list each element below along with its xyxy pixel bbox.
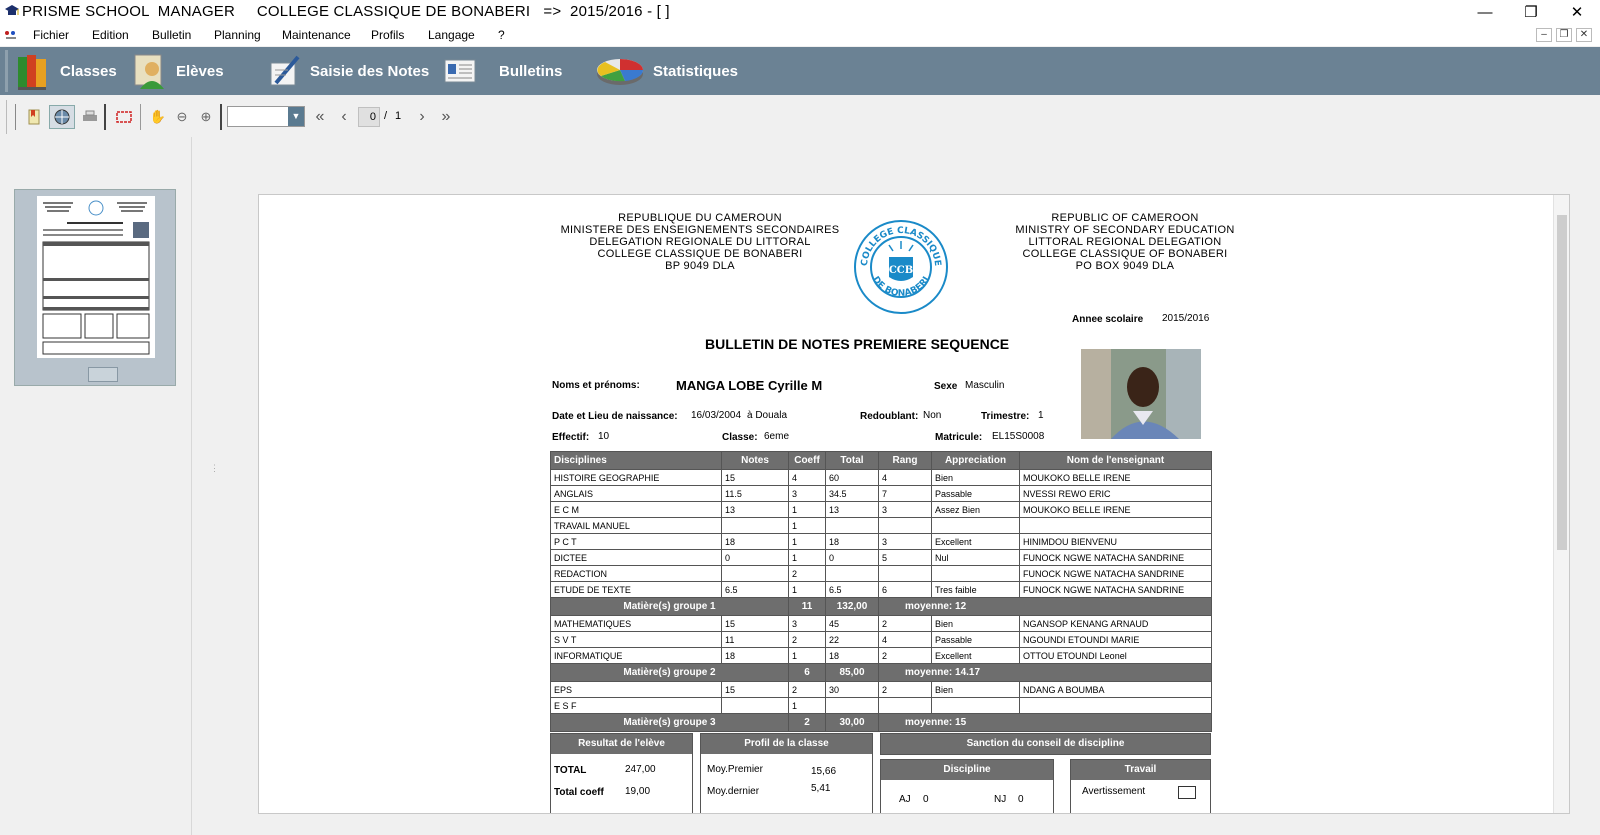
header-right-line: PO BOX 9049 DLA — [1075, 260, 1175, 272]
cell-total: 0 — [826, 550, 879, 566]
child-window-icon[interactable] — [4, 28, 18, 40]
module-saisie-notes-label: Saisie des Notes — [310, 62, 430, 80]
grade-row — [551, 534, 1212, 550]
module-bulletins-label: Bulletins — [499, 62, 563, 80]
moy-dernier-label: Moy.dernier — [707, 786, 760, 797]
group-summary-row — [551, 598, 1212, 616]
annee-scolaire-label: Annee scolaire — [1072, 314, 1144, 325]
grade-row — [551, 582, 1212, 598]
group-summary-row — [551, 664, 1212, 682]
group-moyenne: moyenne: 15 — [879, 714, 1212, 732]
page-separator: / — [384, 110, 388, 122]
close-icon: ✕ — [1570, 4, 1584, 21]
cell-discipline: ANGLAIS — [551, 486, 722, 502]
grade-row — [551, 470, 1212, 486]
module-eleves-label: Elèves — [176, 62, 224, 80]
grade-row — [551, 698, 1212, 714]
matricule-label: Matricule: — [935, 432, 983, 443]
group-total: 85,00 — [826, 664, 879, 682]
header-left-line: MINISTERE DES ENSEIGNEMENTS SECONDAIRES — [560, 224, 840, 236]
vertical-scrollbar[interactable] — [1553, 195, 1569, 814]
cell-total: 18 — [826, 648, 879, 664]
cell-note: 11 — [722, 632, 789, 648]
cell-appreciation: Assez Bien — [932, 502, 1020, 518]
module-bar-grip — [5, 50, 8, 92]
cell-enseignant: NGANSOP KENANG ARNAUD — [1020, 616, 1212, 632]
col-disciplines: Disciplines — [551, 452, 722, 470]
header-right-line: LITTORAL REGIONAL DELEGATION — [1028, 236, 1222, 248]
cell-total: 6.5 — [826, 582, 879, 598]
module-statistiques-label: Statistiques — [653, 62, 739, 80]
module-statistiques[interactable] — [595, 47, 738, 95]
zoom-in-icon: ⊕ — [200, 109, 212, 124]
cell-total: 34.5 — [826, 486, 879, 502]
cell-enseignant: NVESSI REWO ERIC — [1020, 486, 1212, 502]
redoublant-label: Redoublant: — [860, 411, 919, 422]
zoom-out-icon: ⊖ — [176, 109, 188, 124]
cell-appreciation: Passable — [932, 632, 1020, 648]
cell-note: 6.5 — [722, 582, 789, 598]
total-value: 247,00 — [625, 764, 656, 775]
thumbnail-page-indicator[interactable] — [88, 367, 118, 382]
discipline-box — [880, 759, 1054, 814]
header-right-line: MINISTRY OF SECONDARY EDUCATION — [1015, 224, 1235, 236]
effectif-value: 10 — [598, 431, 610, 442]
grade-row — [551, 632, 1212, 648]
aj-value: 0 — [923, 794, 929, 805]
cell-discipline: TRAVAIL MANUEL — [551, 518, 722, 534]
group-coeff: 11 — [789, 598, 826, 616]
cell-coeff: 1 — [789, 518, 826, 534]
cell-coeff: 1 — [789, 550, 826, 566]
profil-box — [700, 733, 873, 814]
grade-row — [551, 518, 1212, 534]
student-photo — [1081, 349, 1201, 439]
cell-appreciation — [932, 518, 1020, 534]
thumbnail-content-preview — [37, 196, 155, 358]
menu-planning[interactable]: Planning — [214, 28, 261, 42]
toolbar-separator — [104, 104, 106, 130]
group-label: Matière(s) groupe 1 — [551, 598, 789, 616]
cell-appreciation: Bien — [932, 682, 1020, 698]
cell-note — [722, 518, 789, 534]
module-bulletins[interactable] — [443, 47, 562, 95]
moy-premier-label: Moy.Premier — [707, 764, 763, 775]
cell-discipline: E C M — [551, 502, 722, 518]
cell-note: 15 — [722, 470, 789, 486]
module-classes-label: Classes — [60, 62, 117, 80]
cell-total — [826, 566, 879, 582]
pie-chart-icon — [595, 54, 645, 88]
header-right-line: REPUBLIC OF CAMEROON — [1051, 212, 1199, 224]
group-total: 132,00 — [826, 598, 879, 616]
cell-rang: 2 — [879, 648, 932, 664]
group-total: 30,00 — [826, 714, 879, 732]
cell-discipline: DICTEE — [551, 550, 722, 566]
module-classes[interactable] — [16, 47, 117, 95]
cell-total: 30 — [826, 682, 879, 698]
cell-note: 13 — [722, 502, 789, 518]
cell-rang: 6 — [879, 582, 932, 598]
toolbar-separator — [220, 104, 222, 130]
last-page-icon: » — [441, 108, 451, 125]
grade-row — [551, 486, 1212, 502]
grade-row — [551, 566, 1212, 582]
grade-row — [551, 682, 1212, 698]
grade-row — [551, 502, 1212, 518]
report-title: BULLETIN DE NOTES PREMIERE SEQUENCE — [705, 336, 1010, 352]
cell-enseignant: HINIMDOU BIENVENU — [1020, 534, 1212, 550]
mdi-close-button[interactable]: ✕ — [1576, 28, 1592, 42]
cell-total: 22 — [826, 632, 879, 648]
sexe-value: Masculin — [965, 380, 1005, 391]
cell-note: 15 — [722, 616, 789, 632]
cell-note: 18 — [722, 648, 789, 664]
cell-discipline: ETUDE DE TEXTE — [551, 582, 722, 598]
sanction-box — [880, 733, 1211, 755]
cell-appreciation — [932, 566, 1020, 582]
col-enseignant: Nom de l'enseignant — [1020, 452, 1212, 470]
profil-header: Profil de la classe — [701, 734, 872, 754]
cell-discipline: MATHEMATIQUES — [551, 616, 722, 632]
header-left-line: REPUBLIQUE DU CAMEROUN — [618, 212, 782, 224]
travail-header: Travail — [1071, 760, 1210, 780]
cell-note: 11.5 — [722, 486, 789, 502]
globe-icon — [53, 108, 71, 126]
col-rang: Rang — [879, 452, 932, 470]
toolbar-grip — [15, 104, 16, 130]
col-appreciation: Appreciation — [932, 452, 1020, 470]
cell-enseignant: NDANG A BOUMBA — [1020, 682, 1212, 698]
thumbnail-panel — [6, 137, 219, 835]
hand-tool-button[interactable] — [147, 106, 169, 128]
cell-appreciation: Excellent — [932, 534, 1020, 550]
title-bar — [0, 0, 1600, 24]
birth-label: Date et Lieu de naissance: — [552, 411, 678, 422]
cell-note: 18 — [722, 534, 789, 550]
grade-row — [551, 648, 1212, 664]
cell-appreciation: Excellent — [932, 648, 1020, 664]
resultat-box — [550, 733, 693, 814]
birth-date: 16/03/2004 — [691, 410, 742, 421]
cell-coeff: 1 — [789, 582, 826, 598]
chevron-down-icon[interactable]: ▼ — [288, 107, 304, 126]
trimestre-label: Trimestre: — [981, 411, 1030, 422]
cell-coeff: 2 — [789, 682, 826, 698]
cell-discipline: HISTOIRE GEOGRAPHIE — [551, 470, 722, 486]
cell-enseignant: FUNOCK NGWE NATACHA SANDRINE — [1020, 566, 1212, 582]
cell-coeff: 1 — [789, 698, 826, 714]
group-moyenne: moyenne: 12 — [879, 598, 1212, 616]
cell-coeff: 4 — [789, 470, 826, 486]
cell-coeff: 1 — [789, 648, 826, 664]
sanction-header: Sanction du conseil de discipline — [881, 734, 1210, 754]
mdi-restore-button[interactable]: ❐ — [1556, 28, 1572, 42]
cell-rang — [879, 698, 932, 714]
col-coeff: Coeff — [789, 452, 826, 470]
header-right — [995, 212, 1255, 272]
cell-discipline: INFORMATIQUE — [551, 648, 722, 664]
cell-appreciation — [932, 698, 1020, 714]
page-thumbnail[interactable] — [14, 189, 176, 386]
total-coeff-label: Total coeff — [554, 787, 604, 798]
splitter-handle[interactable]: ⋮ — [210, 463, 219, 473]
cell-discipline: EPS — [551, 682, 722, 698]
cell-coeff: 2 — [789, 566, 826, 582]
cell-discipline: E S F — [551, 698, 722, 714]
page-number-input[interactable]: 0 — [358, 107, 380, 127]
report-toolbar — [6, 100, 1600, 134]
restore-icon: ❐ — [1524, 4, 1538, 21]
cell-rang: 5 — [879, 550, 932, 566]
zoom-in-button[interactable] — [195, 106, 217, 128]
next-page-icon: › — [419, 108, 425, 125]
cell-total: 45 — [826, 616, 879, 632]
cell-appreciation: Bien — [932, 616, 1020, 632]
cell-discipline: S V T — [551, 632, 722, 648]
grade-row — [551, 616, 1212, 632]
annee-scolaire-value: 2015/2016 — [1162, 313, 1210, 324]
group-coeff: 2 — [789, 714, 826, 732]
nj-label: NJ — [994, 794, 1007, 805]
logo-monogram: CCB — [888, 265, 914, 276]
menu-profils[interactable]: Profils — [371, 28, 405, 42]
cell-rang: 4 — [879, 632, 932, 648]
report-page — [535, 195, 1275, 814]
logo-text-top: COLLEGE CLASSIQUE — [859, 225, 943, 267]
cell-note — [722, 566, 789, 582]
pen-notes-icon — [268, 53, 302, 89]
bookmark-icon — [27, 109, 41, 125]
cell-total: 18 — [826, 534, 879, 550]
moy-premier-value: 15,66 — [811, 766, 837, 777]
menu-maintenance[interactable]: Maintenance — [282, 28, 351, 42]
cell-total — [826, 518, 879, 534]
last-page-button[interactable] — [435, 106, 457, 128]
header-left-line: DELEGATION REGIONALE DU LITTORAL — [589, 236, 811, 248]
student-name: MANGA LOBE Cyrille M — [676, 378, 823, 393]
cell-coeff: 1 — [789, 534, 826, 550]
print-button[interactable] — [79, 106, 101, 128]
previous-page-button[interactable] — [333, 106, 355, 128]
name-label: Noms et prénoms: — [552, 380, 640, 391]
cell-coeff: 3 — [789, 486, 826, 502]
menu-fichier[interactable]: Fichier — [33, 28, 70, 42]
cell-appreciation: Tres faible — [932, 582, 1020, 598]
cell-discipline: P C T — [551, 534, 722, 550]
zoom-select[interactable] — [227, 106, 305, 127]
window-title: PRISME SCHOOL MANAGER COLLEGE CLASSIQUE DE BONABERI => 2015/2016 - [ ] — [22, 3, 670, 20]
header-left-line: COLLEGE CLASSIQUE DE BONABERI — [597, 248, 803, 260]
cell-total: 13 — [826, 502, 879, 518]
redoublant-value: Non — [923, 410, 942, 421]
toolbar-separator — [140, 104, 141, 130]
col-total: Total — [826, 452, 879, 470]
menu-bulletin[interactable]: Bulletin — [152, 28, 192, 42]
books-icon — [16, 51, 50, 91]
sexe-label: Sexe — [934, 381, 958, 392]
group-summary-row — [551, 714, 1212, 732]
restore-button[interactable] — [1508, 0, 1554, 24]
first-page-icon: « — [315, 108, 325, 125]
cell-appreciation: Nul — [932, 550, 1020, 566]
discipline-header: Discipline — [881, 760, 1053, 780]
hand-icon: ✋ — [149, 109, 167, 124]
close-button[interactable] — [1554, 0, 1600, 24]
logo-text-bottom: DE BONABERI — [870, 274, 932, 299]
cell-enseignant: MOUKOKO BELLE IRENE — [1020, 470, 1212, 486]
classe-value: 6eme — [764, 431, 790, 442]
group-coeff: 6 — [789, 664, 826, 682]
aj-label: AJ — [899, 794, 911, 805]
cell-enseignant: OTTOU ETOUNDI Leonel — [1020, 648, 1212, 664]
marquee-select-icon — [116, 110, 132, 124]
classe-label: Classe: — [722, 432, 758, 443]
cell-enseignant — [1020, 698, 1212, 714]
group-label: Matière(s) groupe 3 — [551, 714, 789, 732]
group-label: Matière(s) groupe 2 — [551, 664, 789, 682]
grade-row — [551, 550, 1212, 566]
printer-icon — [82, 110, 98, 124]
group-moyenne: moyenne: 14.17 — [879, 664, 1212, 682]
grades-table — [550, 451, 1212, 732]
cell-rang: 3 — [879, 534, 932, 550]
cell-enseignant: MOUKOKO BELLE IRENE — [1020, 502, 1212, 518]
moy-dernier-value: 5,41 — [811, 783, 831, 794]
module-bar — [0, 47, 1600, 95]
avertissement-checkbox — [1178, 786, 1196, 799]
report-card-icon — [443, 56, 477, 86]
menu-bar — [0, 24, 1600, 46]
student-icon — [132, 51, 168, 91]
total-coeff-value: 19,00 — [625, 786, 651, 797]
school-logo — [853, 219, 949, 315]
nj-value: 0 — [1018, 794, 1024, 805]
report-viewer — [258, 194, 1570, 814]
cell-rang — [879, 566, 932, 582]
bookmark-toggle-button[interactable] — [23, 106, 45, 128]
cell-enseignant: FUNOCK NGWE NATACHA SANDRINE — [1020, 582, 1212, 598]
cell-enseignant: FUNOCK NGWE NATACHA SANDRINE — [1020, 550, 1212, 566]
cell-note — [722, 698, 789, 714]
module-saisie-notes[interactable] — [268, 47, 429, 95]
matricule-value: EL15S0008 — [992, 431, 1045, 442]
cell-note: 15 — [722, 682, 789, 698]
cell-appreciation: Passable — [932, 486, 1020, 502]
cell-total — [826, 698, 879, 714]
total-label: TOTAL — [554, 765, 587, 776]
module-eleves[interactable] — [132, 47, 224, 95]
mdi-minimize-button[interactable]: – — [1536, 28, 1552, 42]
minimize-button[interactable] — [1462, 0, 1508, 24]
header-left-line: BP 9049 DLA — [665, 260, 735, 272]
cell-coeff: 3 — [789, 616, 826, 632]
menu-langage[interactable]: Langage — [428, 28, 475, 42]
travail-box — [1070, 759, 1211, 814]
trimestre-value: 1 — [1038, 410, 1044, 421]
thumbnail-page-preview — [37, 196, 155, 358]
scrollbar-thumb[interactable] — [1557, 215, 1567, 550]
cell-total: 60 — [826, 470, 879, 486]
next-page-button[interactable] — [411, 106, 433, 128]
cell-rang: 3 — [879, 502, 932, 518]
menu-help[interactable]: ? — [498, 28, 505, 42]
grades-header-row — [551, 452, 1212, 470]
cell-rang — [879, 518, 932, 534]
effectif-label: Effectif: — [552, 432, 590, 443]
cell-rang: 4 — [879, 470, 932, 486]
cell-rang: 2 — [879, 682, 932, 698]
header-right-line: COLLEGE CLASSIQUE OF BONABERI — [1022, 248, 1228, 260]
previous-page-icon: ‹ — [341, 108, 347, 125]
thumbnails-toggle-button[interactable] — [49, 105, 75, 129]
birth-place: à Douala — [747, 410, 788, 421]
zoom-out-button[interactable] — [171, 106, 193, 128]
cell-note: 0 — [722, 550, 789, 566]
cell-enseignant — [1020, 518, 1212, 534]
graduation-cap-icon — [4, 3, 20, 19]
resultat-header: Resultat de l'elève — [551, 734, 692, 754]
grades-body — [551, 470, 1212, 732]
selection-button[interactable] — [113, 106, 135, 128]
first-page-button[interactable] — [309, 106, 331, 128]
cell-coeff: 1 — [789, 502, 826, 518]
header-left — [555, 212, 845, 272]
cell-coeff: 2 — [789, 632, 826, 648]
col-notes: Notes — [722, 452, 789, 470]
cell-rang: 2 — [879, 616, 932, 632]
page-total: 1 — [395, 110, 402, 122]
cell-rang: 7 — [879, 486, 932, 502]
avertissement-label: Avertissement — [1082, 786, 1146, 797]
cell-discipline: REDACTION — [551, 566, 722, 582]
cell-appreciation: Bien — [932, 470, 1020, 486]
minimize-icon: — — [1477, 3, 1493, 21]
cell-enseignant: NGOUNDI ETOUNDI MARIE — [1020, 632, 1212, 648]
menu-edition[interactable]: Edition — [92, 28, 129, 42]
